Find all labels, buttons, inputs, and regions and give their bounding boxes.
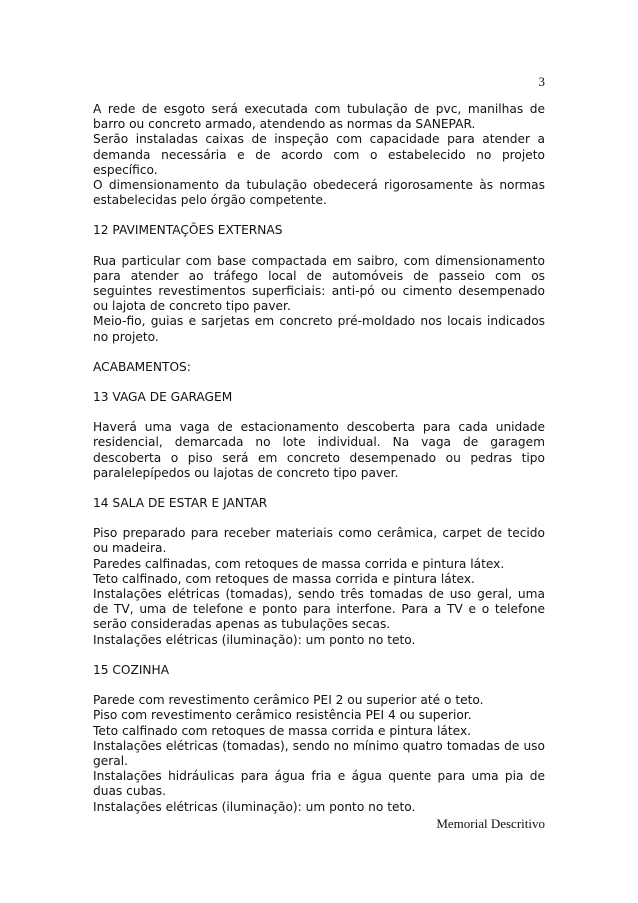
paragraph: Meio-fio, guias e sarjetas em concreto pré-moldado nos locais indicados no projeto. bbox=[93, 314, 545, 344]
section-13-body bbox=[93, 420, 545, 481]
section-heading-15: 15 COZINHA bbox=[93, 662, 170, 677]
paragraph: Instalações elétricas (tomadas), sendo no mínimo quatro tomadas de uso geral. bbox=[93, 738, 545, 768]
paragraph: Haverá uma vaga de estacionamento descoberta para cada unidade residencial, demarcada no lote individual. Na vaga de garagem descoberta o piso será em concreto desempenado ou pedras tipo paralelepípedos ou lajotas de concreto tipo paver. bbox=[93, 420, 545, 480]
paragraph: Paredes calfinadas, com retoques de massa corrida e pintura látex. bbox=[93, 556, 505, 571]
section-12-body bbox=[93, 254, 545, 345]
paragraph: Teto calfinado com retoques de massa corrida e pintura látex. bbox=[93, 723, 472, 738]
paragraph: Instalações elétricas (tomadas), sendo três tomadas de uso geral, uma de TV, uma de telefone e ponto para interfone. Para a TV e o telefone serão consideradas apenas as tubulações secas. bbox=[93, 587, 545, 632]
section-heading-14: 14 SALA DE ESTAR E JANTAR bbox=[93, 496, 268, 511]
paragraph: Instalações elétricas (iluminação): um ponto no teto. bbox=[93, 632, 416, 647]
paragraph: Piso preparado para receber materiais como cerâmica, carpet de tecido ou madeira. bbox=[93, 526, 545, 556]
section-14-body bbox=[93, 526, 545, 648]
section-heading-12: 12 PAVIMENTAÇÕES EXTERNAS bbox=[93, 223, 283, 238]
paragraph: Instalações elétricas (iluminação): um ponto no teto. bbox=[93, 799, 416, 814]
page-number: 3 bbox=[538, 74, 545, 89]
footer-title: Memorial Descritivo bbox=[436, 816, 545, 831]
section-heading-13: 13 VAGA DE GARAGEM bbox=[93, 390, 233, 405]
document-body bbox=[93, 102, 545, 815]
paragraph: Serão instaladas caixas de inspeção com capacidade para atender a demanda necessária e de acordo com o estabelecido no projeto específico. bbox=[93, 132, 545, 177]
section-15-body bbox=[93, 693, 545, 815]
paragraph: Piso com revestimento cerâmico resistência PEI 4 ou superior. bbox=[93, 708, 472, 723]
paragraph: A rede de esgoto será executada com tubulação de pvc, manilhas de barro ou concreto armado, atendendo as normas da SANEPAR. bbox=[93, 102, 545, 132]
paragraph: Parede com revestimento cerâmico PEI 2 ou superior até o teto. bbox=[93, 693, 484, 708]
acabamentos-heading: ACABAMENTOS: bbox=[93, 359, 191, 374]
intro-paragraphs bbox=[93, 102, 545, 208]
paragraph: Rua particular com base compactada em saibro, com dimensionamento para atender ao tráfego local de automóveis de passeio com os seguintes revestimentos superficiais: anti-pó ou cimento desempenado ou lajota de concreto tipo paver. bbox=[93, 253, 545, 314]
paragraph: Teto calfinado, com retoques de massa corrida e pintura látex. bbox=[93, 571, 475, 586]
paragraph: Instalações hidráulicas para água fria e água quente para uma pia de duas cubas. bbox=[93, 769, 545, 799]
paragraph: O dimensionamento da tubulação obedecerá rigorosamente às normas estabelecidas pelo órgão competente. bbox=[93, 178, 545, 208]
